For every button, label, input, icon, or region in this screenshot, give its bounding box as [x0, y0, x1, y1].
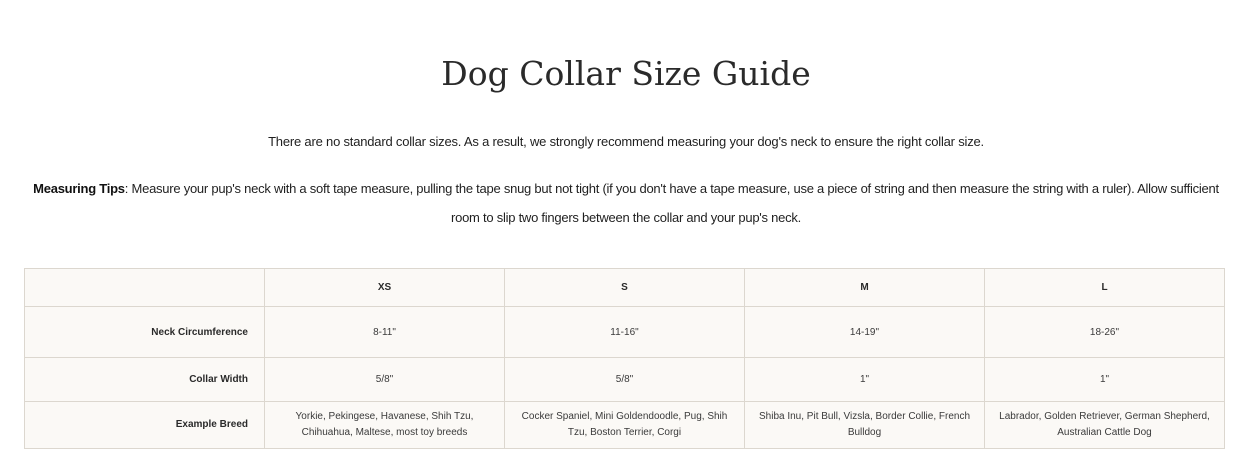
table-cell: 8-11"	[265, 307, 505, 358]
size-header-s: S	[505, 269, 745, 307]
table-header-row	[25, 269, 1225, 307]
table-cell: Cocker Spaniel, Mini Goldendoodle, Pug, Shih Tzu, Boston Terrier, Corgi	[505, 402, 745, 449]
table-cell: Yorkie, Pekingese, Havanese, Shih Tzu, Chihuahua, Maltese, most toy breeds	[265, 402, 505, 449]
table-cell: 14-19"	[745, 307, 985, 358]
table-cell: 5/8"	[505, 358, 745, 402]
table-cell: 11-16"	[505, 307, 745, 358]
measuring-tips	[20, 174, 1232, 232]
intro-text: There are no standard collar sizes. As a result, we strongly recommend measuring your dog's neck to ensure the right collar size.	[268, 134, 984, 149]
table-row	[25, 358, 1225, 402]
size-table	[24, 268, 1225, 449]
table-cell: 1"	[745, 358, 985, 402]
table-cell: Shiba Inu, Pit Bull, Vizsla, Border Collie, French Bulldog	[745, 402, 985, 449]
measuring-tips-label: Measuring Tips	[33, 181, 125, 196]
header-corner-cell	[25, 269, 265, 307]
row-label-collar-width: Collar Width	[25, 358, 265, 402]
measuring-tips-text: : Measure your pup's neck with a soft tape measure, pulling the tape snug but not tight (if you don't have a tape measure, use a piece of string and then measure the string with a ruler). Allow sufficient room to slip two fingers between the collar and your pup's neck.	[124, 181, 1219, 225]
table-cell: 5/8"	[265, 358, 505, 402]
row-label-example-breed: Example Breed	[25, 402, 265, 449]
size-header-l: L	[985, 269, 1225, 307]
table-row	[25, 402, 1225, 449]
row-label-neck-circumference: Neck Circumference	[25, 307, 265, 358]
table-cell: 1"	[985, 358, 1225, 402]
table-cell: Labrador, Golden Retriever, German Shepherd, Australian Cattle Dog	[985, 402, 1225, 449]
size-header-xs: XS	[265, 269, 505, 307]
size-header-m: M	[745, 269, 985, 307]
page-title: Dog Collar Size Guide	[441, 54, 811, 93]
table-row	[25, 307, 1225, 358]
table-cell: 18-26"	[985, 307, 1225, 358]
